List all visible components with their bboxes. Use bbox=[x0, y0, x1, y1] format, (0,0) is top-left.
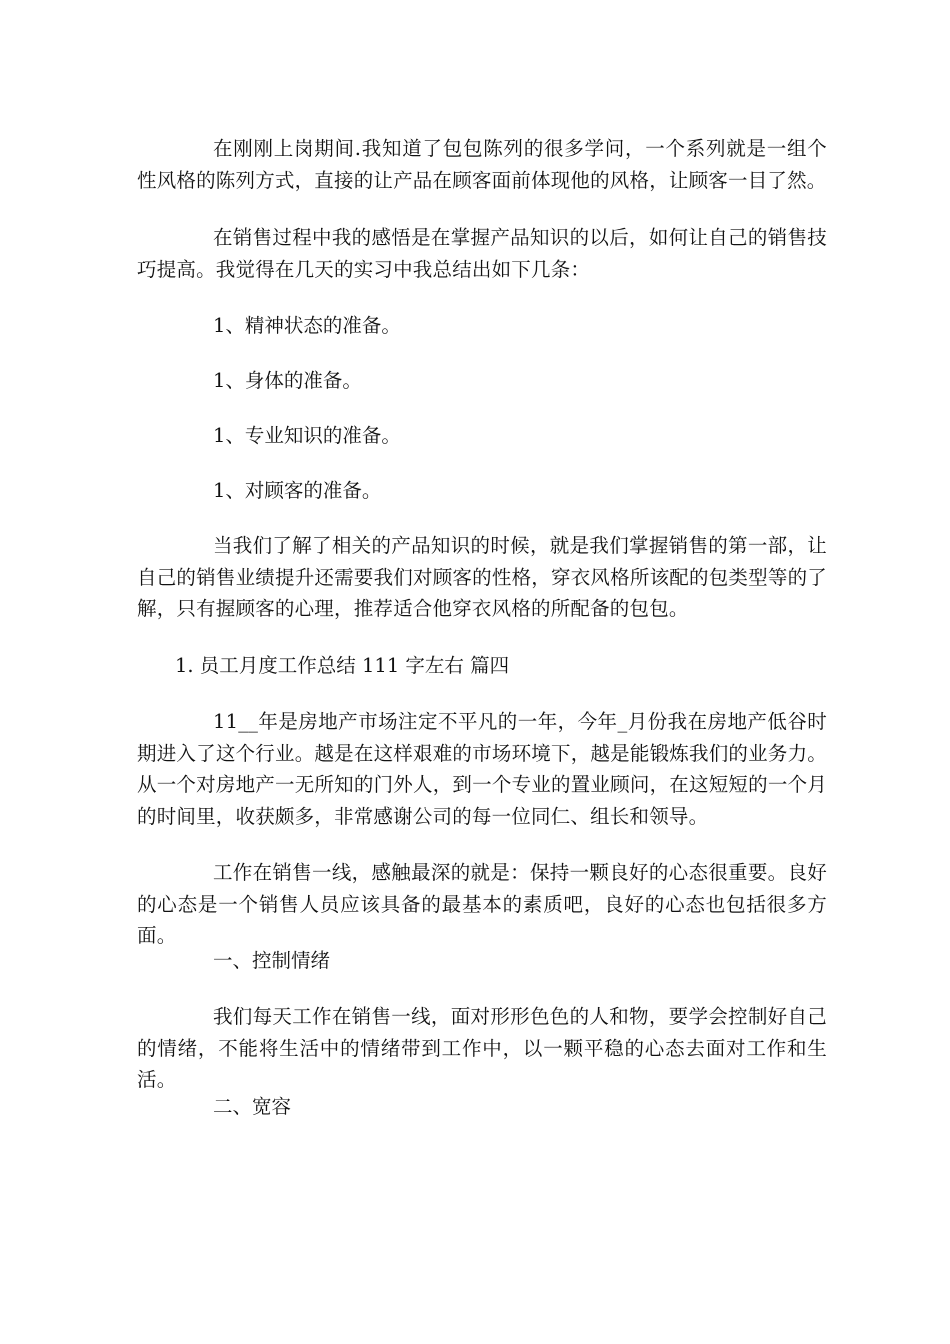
subheading-tolerance: 二、宽容 bbox=[213, 1095, 292, 1118]
paragraph-product-knowledge: 当我们了解了相关的产品知识的时候，就是我们掌握销售的第一部，让自己的销售业绩提升还需要我们对顾客的性格，穿衣风格所该配的包类型等的了解，只有握顾客的心理，推荐适合他穿衣风格的所配备的包包。 bbox=[137, 534, 827, 620]
subheading-control-emotion: 一、控制情绪 bbox=[213, 949, 331, 972]
list-item-customer-preparation: 1、对顾客的准备。 bbox=[213, 479, 382, 502]
paragraph-display-knowledge: 在刚刚上岗期间.我知道了包包陈列的很多学问，一个系列就是一组个性风格的陈列方式，直接的让产品在顾客面前体现他的风格，让顾客一目了然。 bbox=[137, 137, 827, 192]
list-item-mental-preparation: 1、精神状态的准备。 bbox=[213, 314, 401, 337]
paragraph-control-emotion: 我们每天工作在销售一线，面对形形色色的人和物，要学会控制好自己的情绪，不能将生活中的情绪带到工作中，以一颗平稳的心态去面对工作和生活。 bbox=[137, 1005, 827, 1091]
section-heading: 1. 员工月度工作总结 111 字左右 篇四 bbox=[175, 654, 510, 677]
paragraph-sales-insight: 在销售过程中我的感悟是在掌握产品知识的以后，如何让自己的销售技巧提高。我觉得在几天的实习中我总结出如下几条： bbox=[137, 226, 827, 281]
list-item-physical-preparation: 1、身体的准备。 bbox=[213, 369, 362, 392]
list-item-knowledge-preparation: 1、专业知识的准备。 bbox=[213, 424, 401, 447]
paragraph-real-estate-year: 11__年是房地产市场注定不平凡的一年，今年_月份我在房地产低谷时期进入了这个行业。越是在这样艰难的市场环境下，越是能锻炼我们的业务力。从一个对房地产一无所知的门外人，到一个专业的置业顾问，在这短短的一个月的时间里，收获颇多，非常感谢公司的每一位同仁、组长和领导。 bbox=[137, 710, 827, 828]
paragraph-good-mindset: 工作在销售一线，感触最深的就是：保持一颗良好的心态很重要。良好的心态是一个销售人员应该具备的最基本的素质吧，良好的心态也包括很多方面。 bbox=[137, 861, 827, 947]
